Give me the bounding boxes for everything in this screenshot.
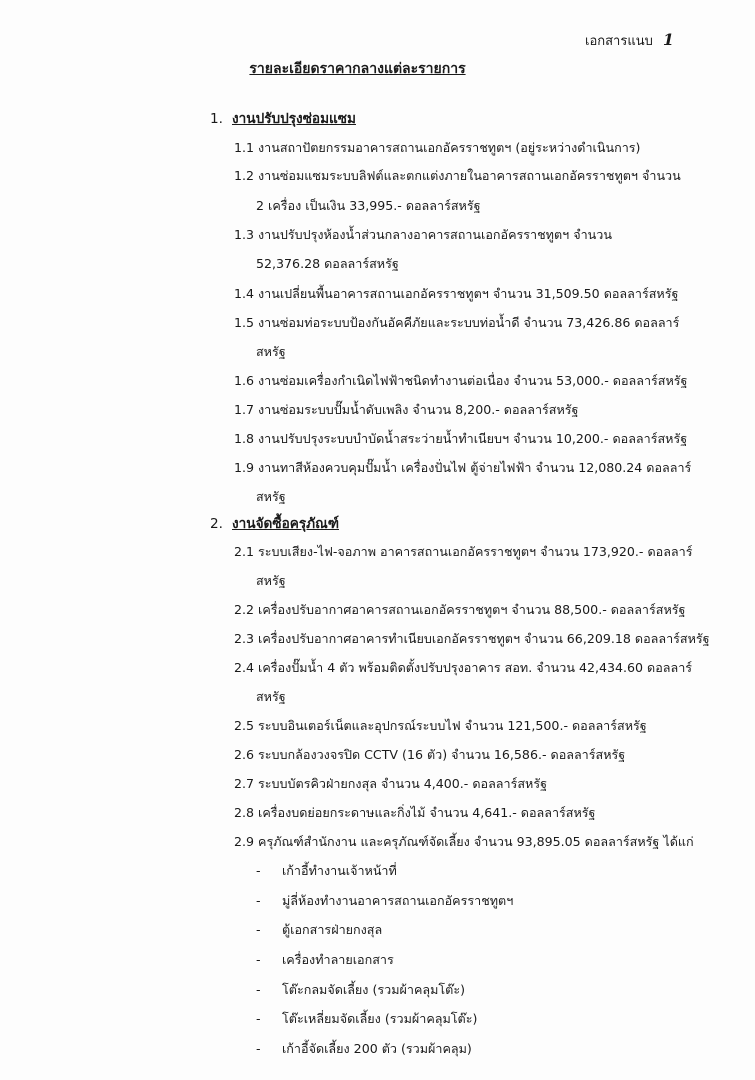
bullet-item (256, 863, 397, 879)
bullet-text: โต๊ะกลมจัดเลี้ยง (รวมผ้าคลุมโต๊ะ) (282, 982, 466, 997)
bullet-text: เก้าอี้จัดเลี้ยง 200 ตัว (รวมผ้าคลุม) (282, 1041, 472, 1056)
item-2-9: 2.9 ครุภัณฑ์สำนักงาน และครุภัณฑ์จัดเลี้ยง จำนวน 93,895.05 ดอลลาร์สหรัฐ ได้แก่ (234, 834, 694, 849)
bullet-text: เก้าอี้ทำงานเจ้าหน้าที่ (282, 863, 397, 878)
page-title: รายละเอียดราคากลางแต่ละรายการ (249, 61, 466, 77)
annex-text: เอกสารแนบ (585, 34, 653, 49)
bullet-dash: - (256, 922, 261, 937)
bullet-dash: - (256, 893, 261, 908)
item-2-7: 2.7 ระบบบัตรคิวฝ่ายกงสุล จำนวน 4,400.- ดอลลาร์สหรัฐ (234, 776, 548, 791)
annex-label (585, 30, 674, 51)
bullet-dash: - (256, 1011, 261, 1026)
bullet-item (256, 952, 394, 968)
item-1-1: 1.1 งานสถาปัตยกรรมอาคารสถานเอกอัครราชทูตฯ (อยู่ระหว่างดำเนินการ) (234, 140, 641, 155)
item-1-2-cont: 2 เครื่อง เป็นเงิน 33,995.- ดอลลาร์สหรัฐ (256, 198, 481, 213)
section-2-number: 2. (210, 516, 223, 532)
bullet-item (256, 982, 465, 998)
section-1-number: 1. (210, 111, 223, 127)
bullet-dash: - (256, 952, 261, 967)
item-1-4: 1.4 งานเปลี่ยนพื้นอาคารสถานเอกอัครราชทูตฯ จำนวน 31,509.50 ดอลลาร์สหรัฐ (234, 286, 679, 301)
item-2-6: 2.6 ระบบกล้องวงจรปิด CCTV (16 ตัว) จำนวน 16,586.- ดอลลาร์สหรัฐ (234, 747, 626, 762)
section-1-heading (210, 110, 356, 128)
bullet-text: โต๊ะเหลี่ยมจัดเลี้ยง (รวมผ้าคลุมโต๊ะ) (282, 1011, 478, 1026)
item-1-6: 1.6 งานซ่อมเครื่องกำเนิดไฟฟ้าชนิดทำงานต่อเนื่อง จำนวน 53,000.- ดอลลาร์สหรัฐ (234, 373, 688, 388)
bullet-text: มู่ลี่ห้องทำงานอาคารสถานเอกอัครราชทูตฯ (282, 893, 514, 908)
item-2-3: 2.3 เครื่องปรับอากาศอาคารทำเนียบเอกอัครราชทูตฯ จำนวน 66,209.18 ดอลลาร์สหรัฐ (234, 631, 710, 646)
item-1-3-cont: 52,376.28 ดอลลาร์สหรัฐ (256, 256, 399, 271)
item-2-8: 2.8 เครื่องบดย่อยกระดาษและกิ่งไม้ จำนวน 4,641.- ดอลลาร์สหรัฐ (234, 805, 596, 820)
item-2-4-cont: สหรัฐ (256, 689, 286, 704)
item-1-7: 1.7 งานซ่อมระบบปั๊มน้ำดับเพลิง จำนวน 8,200.- ดอลลาร์สหรัฐ (234, 402, 579, 417)
bullet-item (256, 1041, 472, 1057)
bullet-item (256, 893, 513, 909)
item-1-2: 1.2 งานซ่อมแซมระบบลิฟต์และตกแต่งภายในอาคารสถานเอกอัครราชทูตฯ จำนวน (234, 168, 681, 183)
item-2-1: 2.1 ระบบเสียง-ไฟ-จอภาพ อาคารสถานเอกอัครราชทูตฯ จำนวน 173,920.- ดอลลาร์ (234, 544, 693, 559)
section-2-title: งานจัดซื้อครุภัณฑ์ (232, 516, 339, 532)
item-1-9: 1.9 งานทาสีห้องควบคุมปั๊มน้ำ เครื่องปั่นไฟ ตู้จ่ายไฟฟ้า จำนวน 12,080.24 ดอลลาร์ (234, 460, 692, 475)
bullet-dash: - (256, 982, 261, 997)
bullet-text: เครื่องทำลายเอกสาร (282, 952, 394, 967)
item-1-5-cont: สหรัฐ (256, 344, 286, 359)
bullet-dash: - (256, 1041, 261, 1056)
bullet-item (256, 1011, 477, 1027)
item-1-9-cont: สหรัฐ (256, 489, 286, 504)
item-2-5: 2.5 ระบบอินเตอร์เน็ตและอุปกรณ์ระบบไฟ จำนวน 121,500.- ดอลลาร์สหรัฐ (234, 718, 647, 733)
item-2-1-cont: สหรัฐ (256, 573, 286, 588)
item-1-5: 1.5 งานซ่อมท่อระบบป้องกันอัคคีภัยและระบบท่อน้ำดี จำนวน 73,426.86 ดอลลาร์ (234, 315, 680, 330)
item-1-8: 1.8 งานปรับปรุงระบบบำบัดน้ำสระว่ายน้ำทำเนียบฯ จำนวน 10,200.- ดอลลาร์สหรัฐ (234, 431, 688, 446)
section-2-heading (210, 515, 339, 533)
bullet-item (256, 922, 382, 938)
item-1-3: 1.3 งานปรับปรุงห้องน้ำส่วนกลางอาคารสถานเอกอัครราชทูตฯ จำนวน (234, 227, 612, 242)
bullet-dash: - (256, 863, 261, 878)
annex-number: 1 (662, 30, 674, 49)
bullet-text: ตู้เอกสารฝ่ายกงสุล (282, 922, 383, 937)
section-1-title: งานปรับปรุงซ่อมแซม (232, 111, 356, 127)
item-2-4: 2.4 เครื่องปั๊มน้ำ 4 ตัว พร้อมติดตั้งปรับปรุงอาคาร สอท. จำนวน 42,434.60 ดอลลาร์ (234, 660, 693, 675)
item-2-2: 2.2 เครื่องปรับอากาศอาคารสถานเอกอัครราชทูตฯ จำนวน 88,500.- ดอลลาร์สหรัฐ (234, 602, 686, 617)
